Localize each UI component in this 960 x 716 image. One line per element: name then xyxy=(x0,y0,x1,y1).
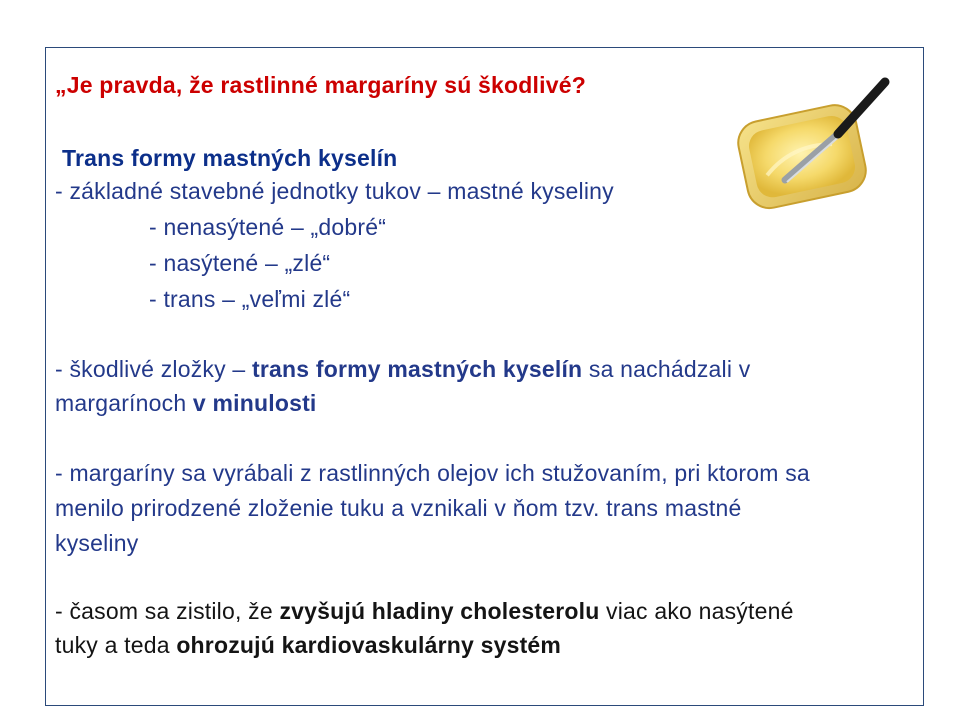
cholesterol-text-b: zvyšujú hladiny cholesterolu xyxy=(279,598,600,624)
paragraph-cholesterol-line-2 xyxy=(55,632,561,658)
cholesterol-text-e: ohrozujú kardiovaskulárny systém xyxy=(176,632,562,658)
line-saturated: - nasýtené – „zlé“ xyxy=(149,250,331,276)
cholesterol-text-c: viac ako nasýtené xyxy=(599,598,794,624)
paragraph-harmful-line-1 xyxy=(55,356,750,382)
margarine-tub-image xyxy=(725,70,905,220)
paragraph-production-line-1: - margaríny sa vyrábali z rastlinných olejov ich stužovaním, pri ktorom sa xyxy=(55,460,810,486)
section-heading: Trans formy mastných kyselín xyxy=(62,145,398,171)
harmful-text-c: sa nachádzali v xyxy=(582,356,751,382)
cholesterol-text-a: - časom sa zistilo, že xyxy=(55,598,280,624)
line-unsaturated: - nenasýtené – „dobré“ xyxy=(149,214,387,240)
paragraph-cholesterol-line-1 xyxy=(55,598,794,624)
harmful-text-d: margarínoch xyxy=(55,390,193,416)
paragraph-harmful-line-2 xyxy=(55,390,317,416)
paragraph-production-line-3: kyseliny xyxy=(55,530,139,556)
paragraph-production-line-2: menilo prirodzené zloženie tuku a vznikali v ňom tzv. trans mastné xyxy=(55,495,742,521)
cholesterol-text-d: tuky a teda xyxy=(55,632,177,658)
harmful-text-a: - škodlivé zložky – xyxy=(55,356,253,382)
harmful-text-b: trans formy mastných kyselín xyxy=(252,356,583,382)
harmful-text-e: v minulosti xyxy=(192,390,317,416)
slide-title: „Je pravda, že rastlinné margaríny sú škodlivé? xyxy=(55,72,586,98)
line-trans: - trans – „veľmi zlé“ xyxy=(149,286,351,312)
line-basic-units: - základné stavebné jednotky tukov – mastné kyseliny xyxy=(55,178,614,204)
